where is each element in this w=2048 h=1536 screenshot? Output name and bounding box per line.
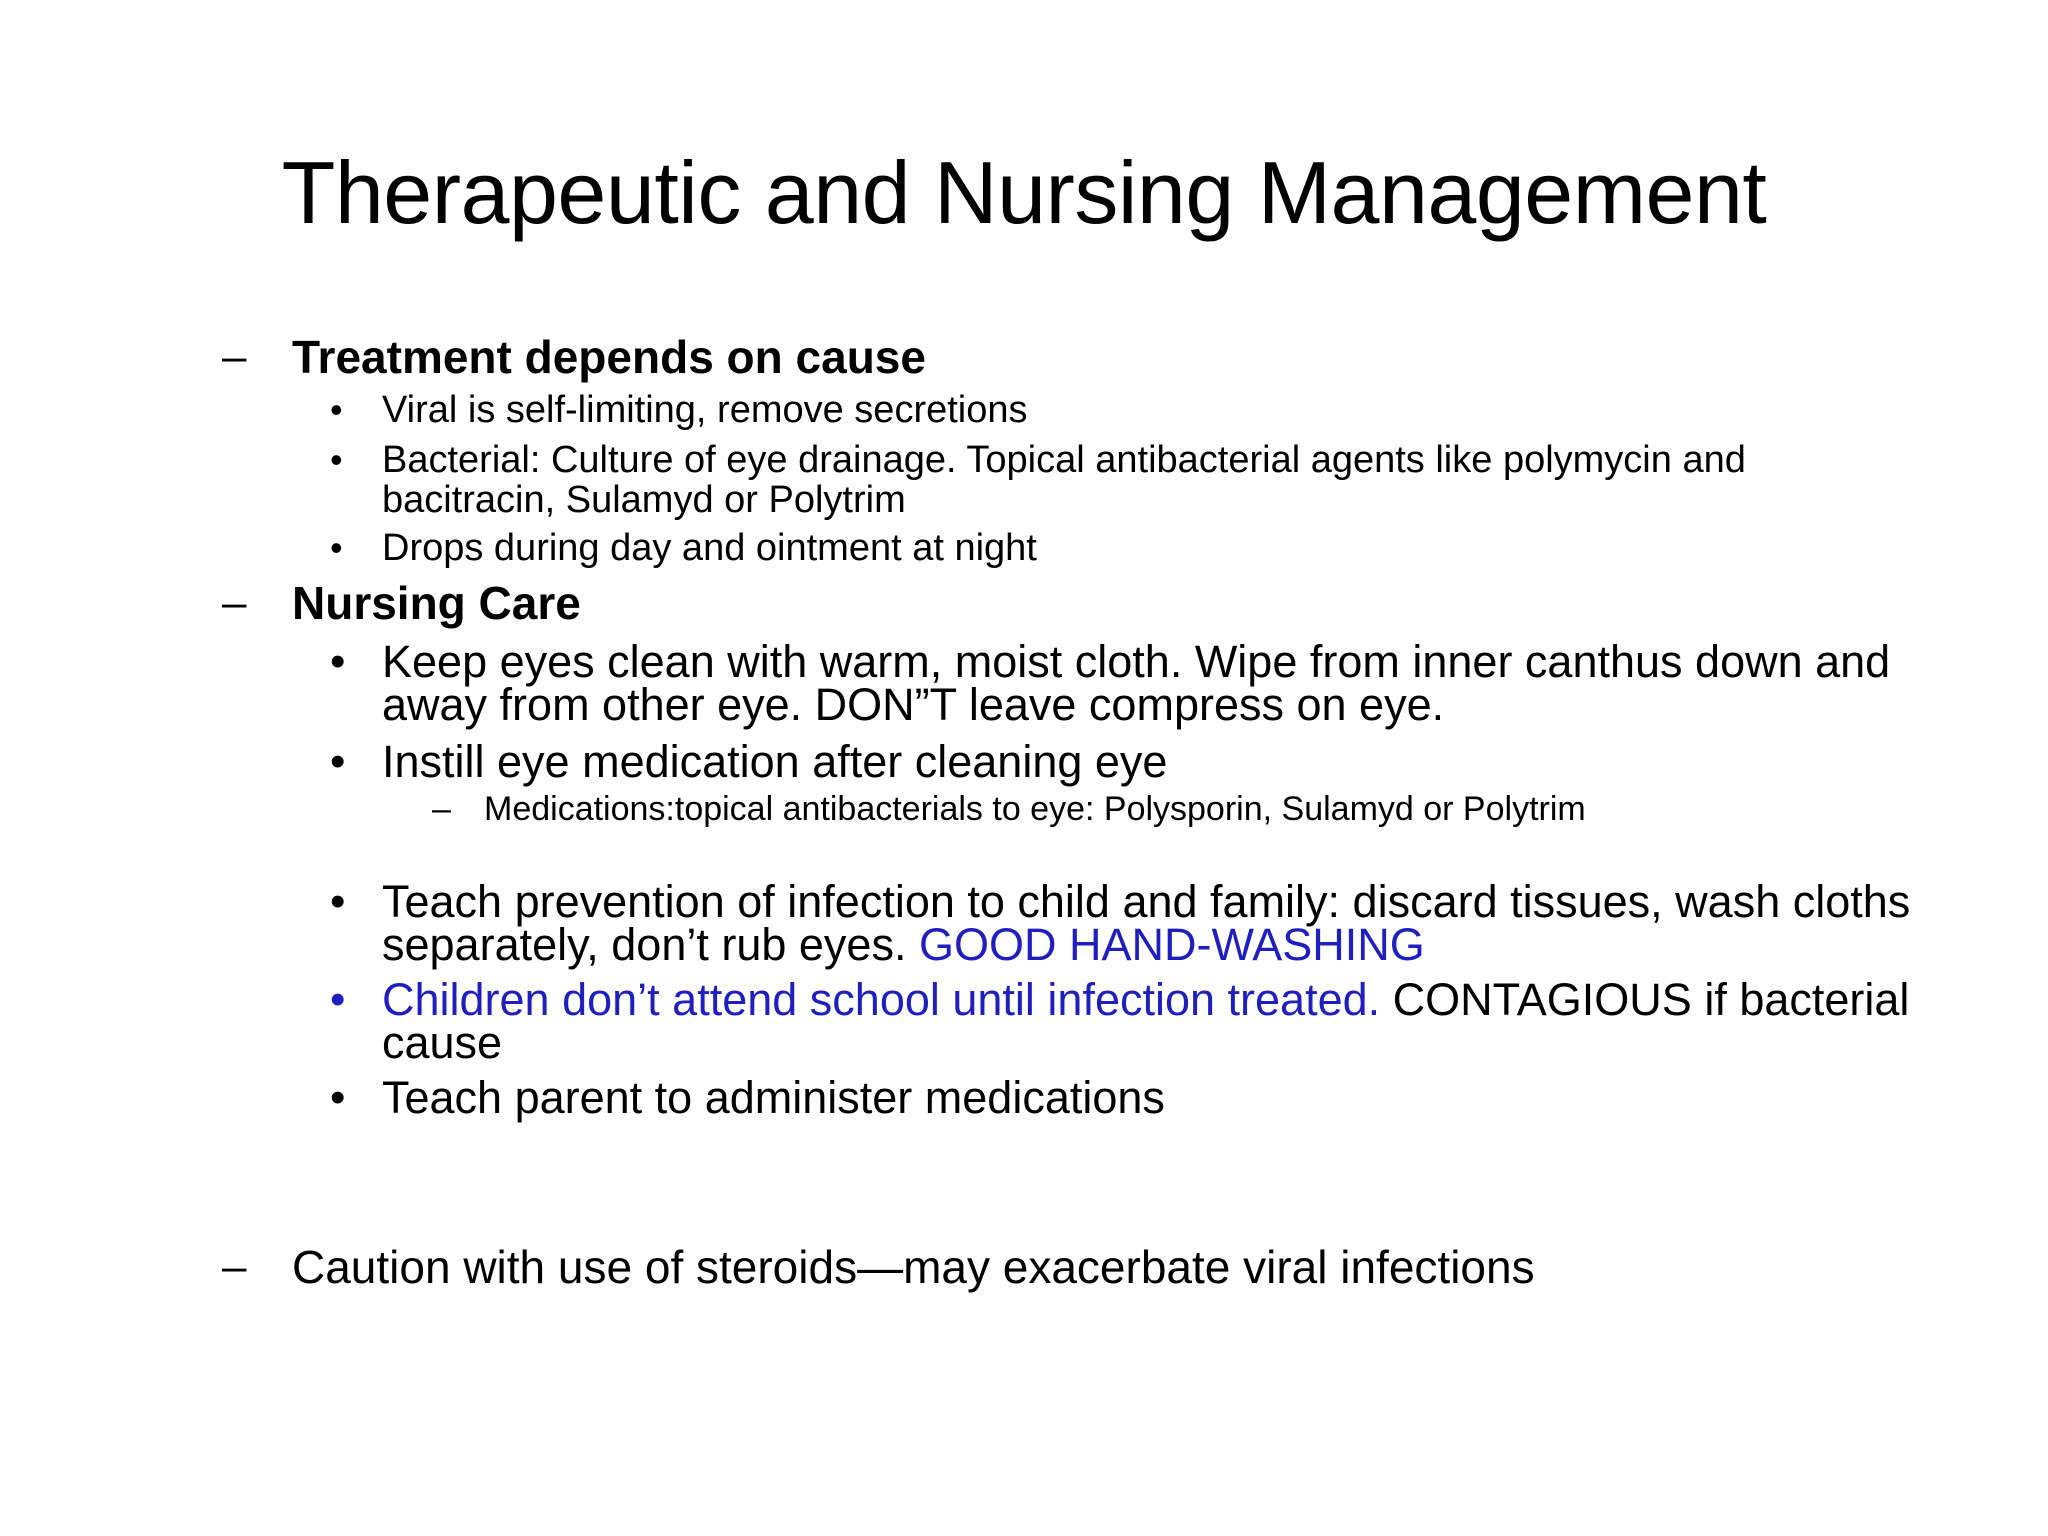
bullet-marker: • — [330, 1073, 346, 1122]
bullet-marker: • — [330, 877, 346, 926]
bullet-marker: • — [330, 637, 346, 686]
treatment-item-drops: Drops during day and ointment at night — [382, 527, 1037, 569]
parent-item: Teach parent to administer medications — [382, 1072, 1165, 1123]
prevention-text: Teach prevention of infection to child and family: discard tissues, wash cloths separately, don’t rub eyes. — [382, 876, 1911, 970]
medications-sub-item: Medications:topical antibacterials to eye: Polysporin, Sulamyd or Polytrim — [484, 790, 1586, 828]
dash-marker: – — [222, 578, 247, 627]
treatment-item-viral: Viral is self-limiting, remove secretions — [382, 389, 1028, 431]
caution-text: Caution with use of steroids—may exacerbate viral infections — [292, 1241, 1535, 1293]
hand-washing-highlight: GOOD HAND-WASHING — [918, 919, 1425, 970]
dash-marker: – — [432, 790, 451, 828]
school-item — [382, 974, 1922, 1068]
nursing-item-instill: Instill eye medication after cleaning eye — [382, 736, 1168, 787]
school-highlight: Children don’t attend school until infection treated. — [382, 974, 1381, 1025]
bullet-marker: • — [330, 389, 343, 430]
bullet-marker: • — [330, 439, 343, 480]
bullet-marker: • — [330, 737, 346, 786]
slide-title: Therapeutic and Nursing Management — [281, 143, 1767, 242]
bullet-marker: • — [330, 975, 346, 1024]
prevention-item — [382, 876, 1922, 970]
nursing-heading: Nursing Care — [292, 577, 581, 629]
treatment-item-bacterial: Bacterial: Culture of eye drainage. Topical antibacterial agents like polymycin and bacitracin, Sulamyd or Polytrim — [382, 439, 1746, 521]
contagious-text: CONTAGIOUS if bacterial cause — [382, 974, 1910, 1068]
dash-marker: – — [222, 1242, 247, 1291]
bullet-marker: • — [330, 527, 343, 568]
treatment-heading: Treatment depends on cause — [292, 331, 926, 383]
nursing-item-clean: Keep eyes clean with warm, moist cloth. Wipe from inner canthus down and away from other eye. DON”T leave compress on eye. — [382, 636, 1891, 730]
dash-marker: – — [222, 332, 247, 381]
